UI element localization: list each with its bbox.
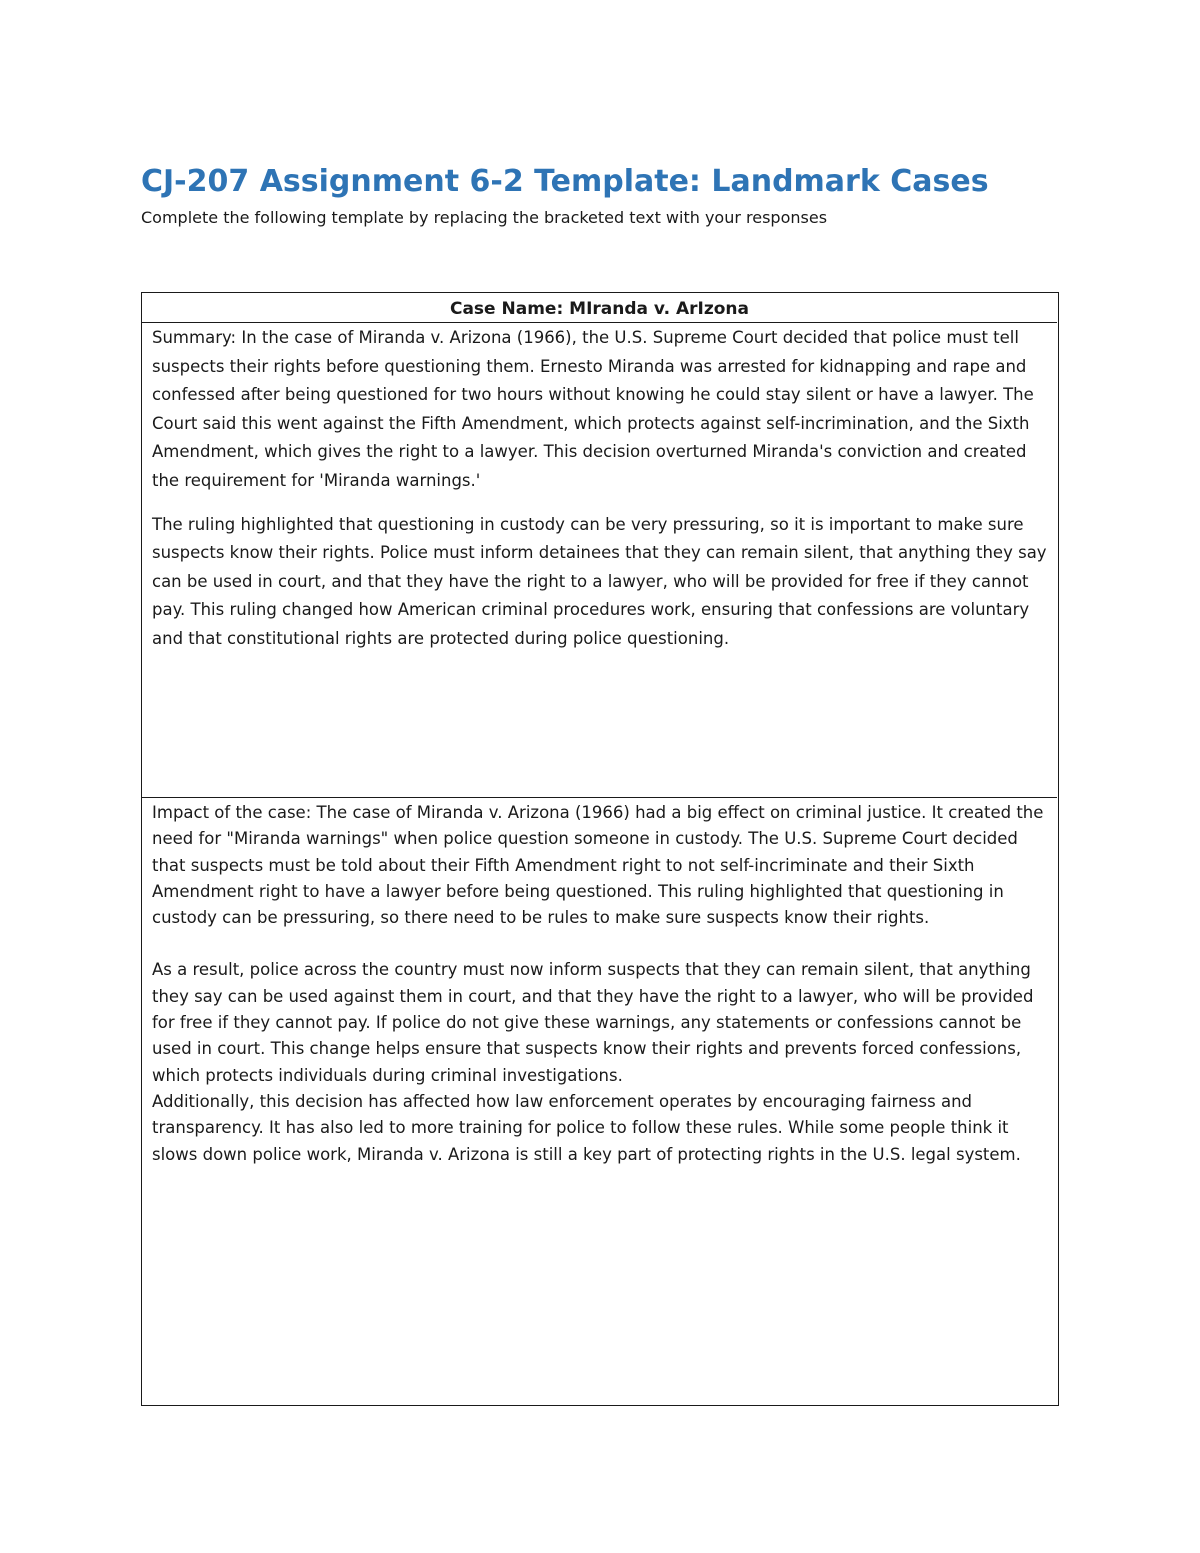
impact-paragraph-3: Additionally, this decision has affected how law enforcement operates by encouraging fairness and transparency. It has also led to more training for police to follow these rules. While some people think it slows down police work, Miranda v. Arizona is still a key part of protecting rights in the U.S. legal system. bbox=[152, 1091, 1021, 1164]
document-instructions: Complete the following template by replacing the bracketed text with your responses bbox=[141, 208, 828, 227]
impact-paragraph-2: As a result, police across the country must now inform suspects that they can remain silent, that anything they say can be used against them in court, and that they have the right to a lawyer, who will be provided for free if they cannot pay. If police do not give these warnings, any statements or confessions cannot be used in court. This change helps ensure that suspects know their rights and prevents forced confessions, which protects individuals during criminal investigations. bbox=[152, 960, 1034, 1085]
case-name-heading: Case Name: MIranda v. ArIzona bbox=[142, 293, 1057, 323]
summary-cell[interactable] bbox=[142, 323, 1057, 798]
document-title: CJ-207 Assignment 6-2 Template: Landmark Cases bbox=[141, 164, 989, 199]
case-table bbox=[141, 292, 1059, 1406]
summary-paragraph-1: Summary: In the case of Miranda v. Arizona (1966), the U.S. Supreme Court decided that police must tell suspects their rights before questioning them. Ernesto Miranda was arrested for kidnapping and rape and confessed after being questioned for two hours without knowing he could stay silent or have a lawyer. The Court said this went against the Fifth Amendment, which protects against self-incrimination, and the Sixth Amendment, which gives the right to a lawyer. This decision overturned Miranda's conviction and created the requirement for 'Miranda warnings.' bbox=[152, 328, 1034, 490]
impact-paragraph-1: Impact of the case: The case of Miranda v. Arizona (1966) had a big effect on criminal justice. It created the need for "Miranda warnings" when police question someone in custody. The U.S. Supreme Court decided that suspects must be told about their Fifth Amendment right to not self-incriminate and their Sixth Amendment right to have a lawyer before being questioned. This ruling highlighted that questioning in custody can be pressuring, so there need to be rules to make sure suspects know their rights. bbox=[152, 803, 1044, 928]
impact-cell[interactable] bbox=[142, 799, 1057, 1404]
summary-paragraph-2: The ruling highlighted that questioning in custody can be very pressuring, so it is important to make sure suspects know their rights. Police must inform detainees that they can remain silent, that anything they say can be used in court, and that they have the right to a lawyer, who will be provided for free if they cannot pay. This ruling changed how American criminal procedures work, ensuring that confessions are voluntary and that constitutional rights are protected during police questioning. bbox=[152, 514, 1047, 648]
